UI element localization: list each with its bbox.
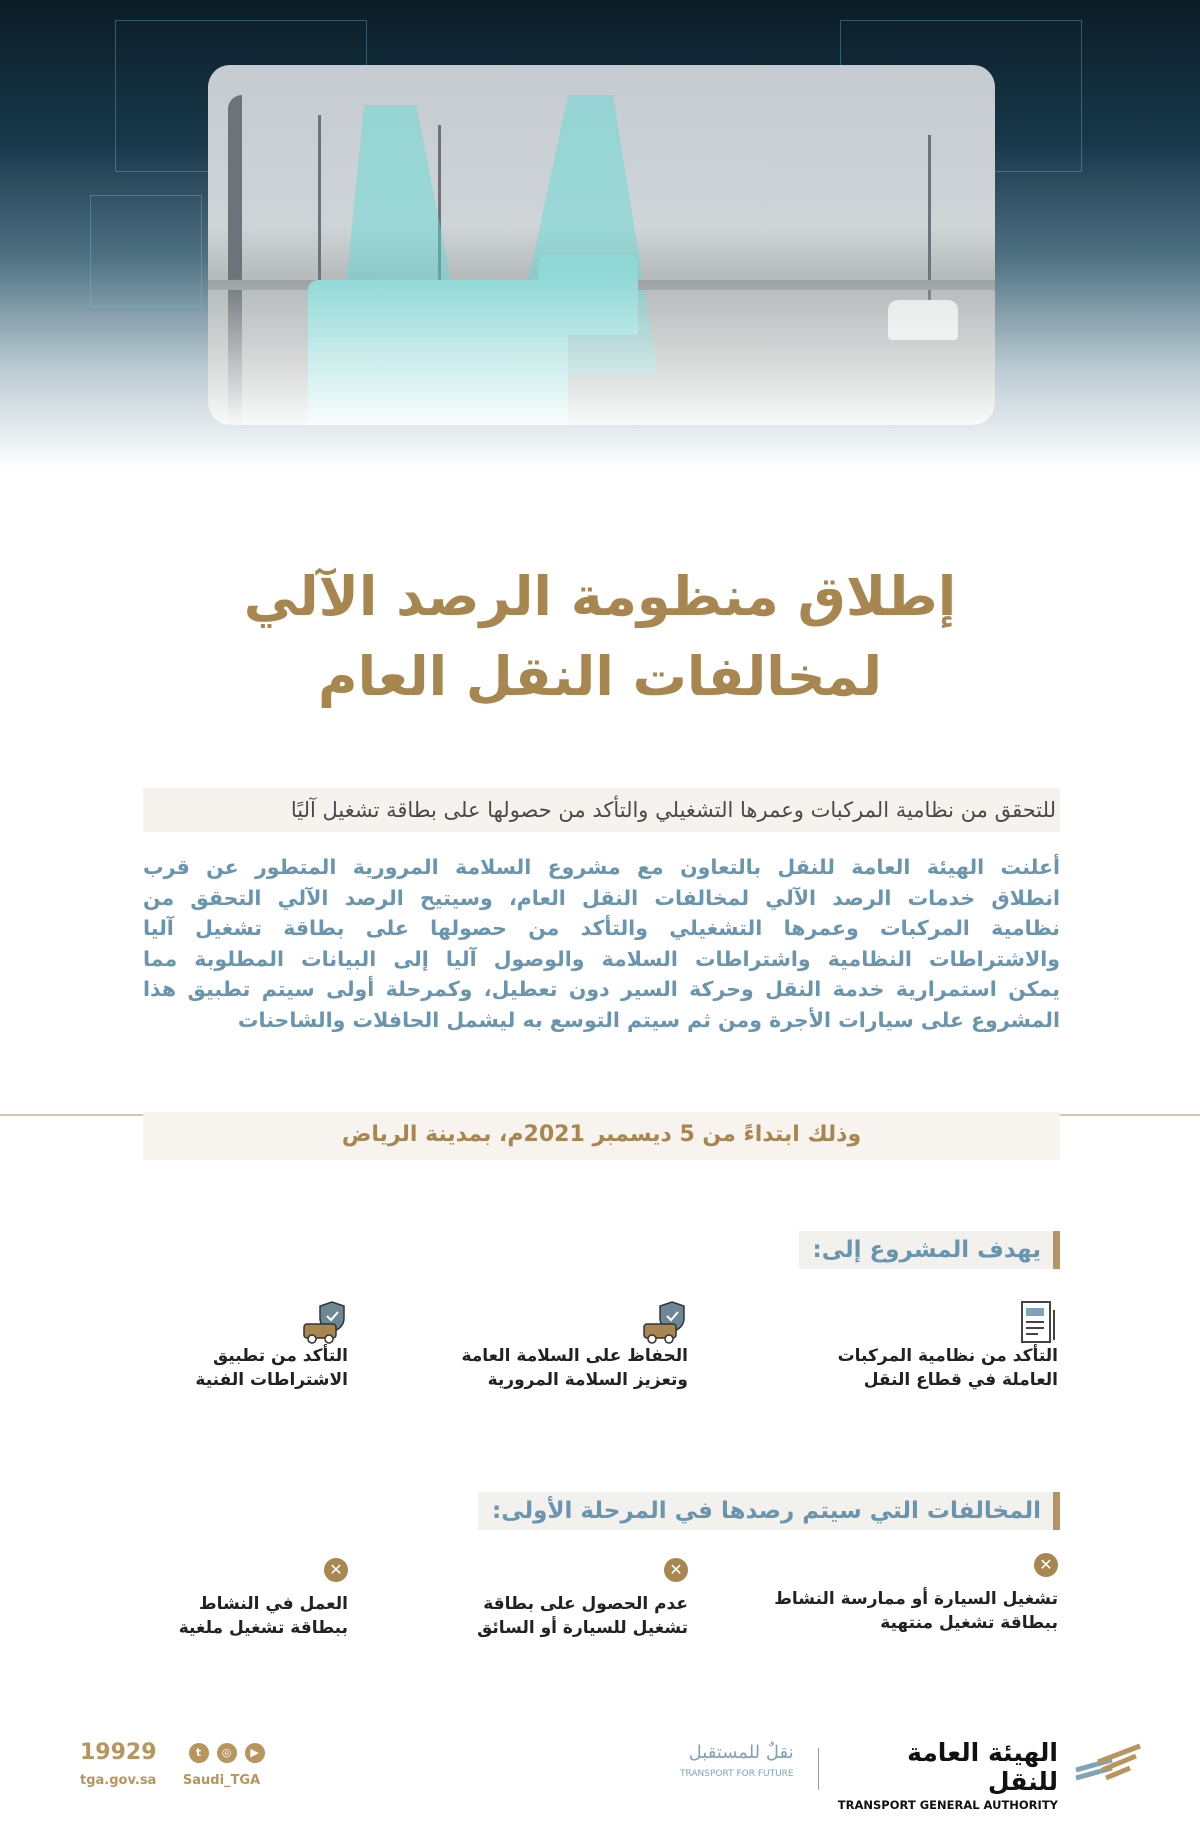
goal-line-2: الاشتراطات الفنية xyxy=(195,1370,348,1390)
footer-contact xyxy=(80,1740,265,1788)
violation-line-2: ببطاقة تشغيل ملغية xyxy=(178,1618,348,1638)
page-title-line-2: لمخالفات النقل العام xyxy=(318,645,882,708)
org-name-en: TRANSPORT GENERAL AUTHORITY xyxy=(837,1798,1058,1812)
org-name-ar: الهيئة العامة للنقل xyxy=(907,1738,1058,1796)
x-circle-icon: ✕ xyxy=(664,1558,688,1582)
goal-line-2: العاملة في قطاع النقل xyxy=(863,1370,1058,1390)
hud-frame xyxy=(90,195,202,307)
violation-item xyxy=(748,1553,1058,1635)
document-icon xyxy=(1018,1300,1058,1344)
date-banner: وذلك ابتداءً من 5 ديسمبر 2021م، بمدينة الرياض xyxy=(143,1112,1060,1160)
goal-line-2: وتعزيز السلامة المرورية xyxy=(487,1370,688,1390)
footer-divider xyxy=(818,1748,819,1790)
goals-heading: يهدف المشروع إلى: xyxy=(799,1231,1060,1269)
goal-line-1: التأكد من تطبيق xyxy=(212,1346,348,1366)
body-paragraph xyxy=(143,852,1060,1035)
hero-photo xyxy=(208,65,995,425)
instagram-icon[interactable]: ◎ xyxy=(217,1743,237,1763)
website-link[interactable]: tga.gov.sa xyxy=(80,1773,157,1788)
violation-line-2: تشغيل للسيارة أو السائق xyxy=(477,1618,688,1638)
violation-line-2: ببطاقة تشغيل منتهية xyxy=(880,1613,1058,1633)
violations-heading: المخالفات التي سيتم رصدها في المرحلة الأولى: xyxy=(478,1492,1060,1530)
goal-item xyxy=(418,1300,688,1392)
goal-line-1: التأكد من نظامية المركبات xyxy=(837,1346,1058,1366)
tga-logo-icon xyxy=(1072,1740,1144,1786)
body-line: يمكن استمرارية خدمة النقل وحركة السير دون تعطيل، وكمرحلة أولى سيتم تطبيق هذا xyxy=(143,977,1060,1001)
violation-item xyxy=(128,1558,348,1640)
body-line: والاشتراطات النظامية واشتراطات السلامة والوصول آليا إلى البيانات المطلوبة مما xyxy=(143,946,1060,971)
slogan-en: TRANSPORT FOR FUTURE xyxy=(680,1769,794,1779)
goal-item xyxy=(788,1300,1058,1392)
youtube-icon[interactable]: ▶ xyxy=(245,1743,265,1763)
goal-line-1: الحفاظ على السلامة العامة xyxy=(461,1346,688,1366)
slogan-ar: نقلٌ للمستقبل xyxy=(688,1742,794,1763)
body-line: المشروع على سيارات الأجرة ومن ثم سيتم التوسع به ليشمل الحافلات والشاحنات xyxy=(237,1007,1060,1032)
car-shield-icon xyxy=(642,1300,688,1344)
body-line: نظامية المركبات وعمرها التشغيلي والتأكد من حصولها على بطاقة تشغيل آليا xyxy=(143,916,1060,940)
goal-item xyxy=(128,1300,348,1392)
x-circle-icon: ✕ xyxy=(324,1558,348,1582)
org-name xyxy=(830,1738,1058,1812)
violation-item xyxy=(428,1558,688,1640)
violation-line-1: العمل في النشاط xyxy=(198,1594,348,1614)
body-line: انطلاق خدمات الرصد الآلي لمخالفات النقل العام، وسيتيح الرصد الآلي التحقق من xyxy=(143,885,1060,910)
page-title-line-1: إطلاق منظومة الرصد الآلي xyxy=(243,565,957,628)
x-circle-icon: ✕ xyxy=(1034,1553,1058,1577)
violation-line-1: تشغيل السيارة أو ممارسة النشاط xyxy=(774,1589,1058,1609)
slogan xyxy=(680,1742,794,1779)
social-handle[interactable]: Saudi_TGA xyxy=(182,1773,261,1788)
car-shield-icon xyxy=(302,1300,348,1344)
twitter-icon[interactable]: t xyxy=(189,1743,209,1763)
violation-line-1: عدم الحصول على بطاقة xyxy=(483,1594,688,1614)
body-line: أعلنت الهيئة العامة للنقل بالتعاون مع مشروع السلامة المرورية المتطور عن قرب xyxy=(143,855,1060,879)
hero-banner xyxy=(0,0,1200,470)
phone-number: 19929 xyxy=(80,1740,157,1765)
subtitle: للتحقق من نظامية المركبات وعمرها التشغيلي والتأكد من حصولها على بطاقة تشغيل آليًا xyxy=(143,788,1060,832)
